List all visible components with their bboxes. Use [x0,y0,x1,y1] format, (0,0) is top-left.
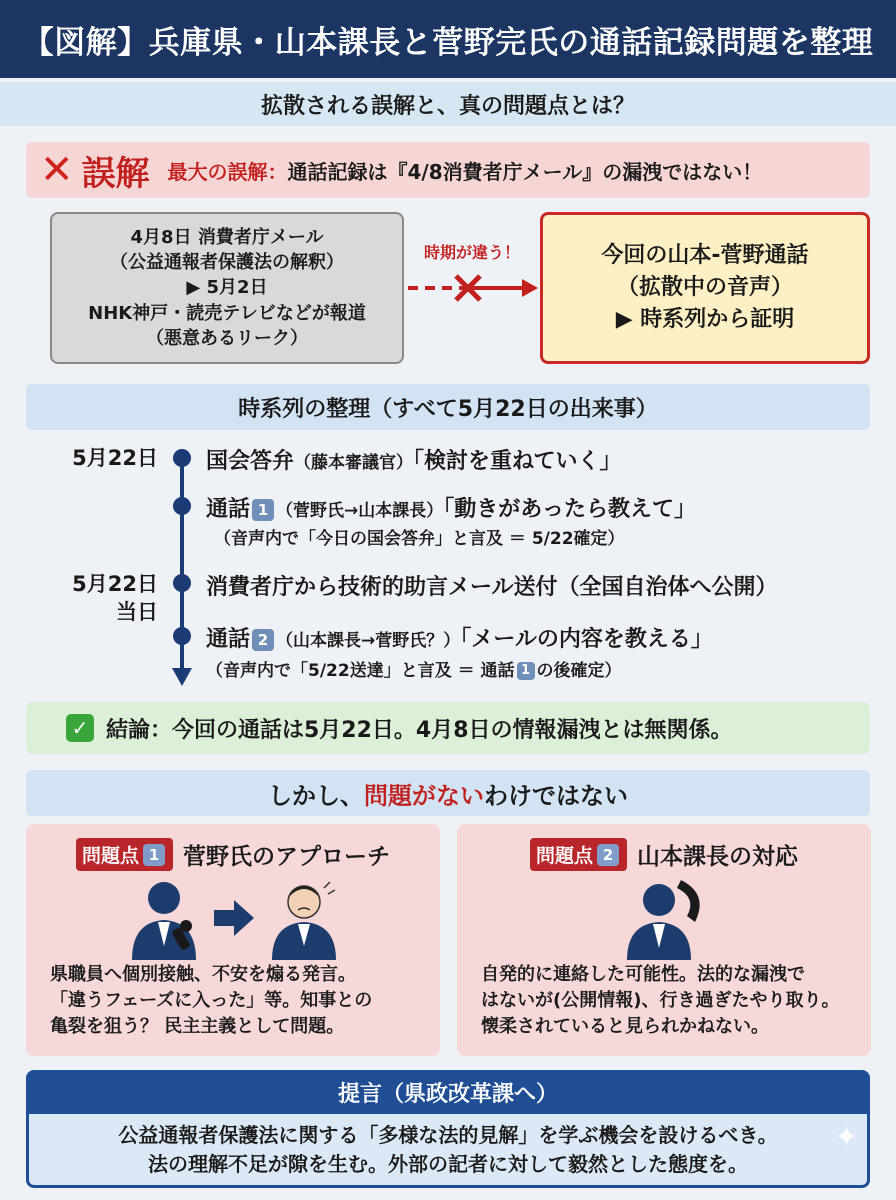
period-differs-label: 時期が違う！ [423,243,520,262]
timeline-dot-1 [173,449,191,467]
diet-answer-title: 国会答弁 [206,449,295,474]
proposal-heading: 提言（県政改革課へ） [26,1070,870,1114]
issue-1-body [50,962,426,1040]
call-2-note-b: の後確定） [536,661,622,681]
issue-1-heading [26,838,440,871]
call-1-parties: （菅野氏→山本課長） [276,501,444,521]
arrow-right-icon [214,900,254,936]
timeline-arrow-icon [172,668,192,686]
timeline-dot-3 [173,574,191,592]
however-pre: しかし、 [268,781,364,810]
conclusion-banner [26,702,870,754]
issue-1-title: 菅野氏のアプローチ [183,844,390,870]
issue-1-line1: 県職員へ個別接触、不安を煽る発言。 [50,964,356,985]
april-mail-line5: （悪意あるリーク） [146,327,308,349]
timeline-item-diet-answer [206,444,621,475]
timeline-header: 時系列の整理（すべて5月22日の出来事） [26,384,870,430]
check-icon: ✓ [66,714,94,742]
phone-person-icon [627,880,700,960]
issue-2-line3: 懐柔されていると見られかねない。 [481,1016,769,1038]
call-1-quote: 「動きがあったら教えて」 [443,497,697,522]
timeline-date-1: 5月22日 [72,446,158,470]
page-title: 【図解】兵庫県・山本課長と菅野完氏の通話記録問題を整理 [0,0,896,78]
issue-2-tag [530,838,627,871]
sparkle-icon: ✦ [834,1120,860,1155]
timeline-dot-2 [173,497,191,515]
issue-1-illustration [122,876,352,962]
misconception-emphasis: 最大の誤解： [167,159,288,184]
timeline-date-2 [58,570,158,627]
april-mail-line1: 4月8日 消費者庁メール [130,227,324,249]
call-2-note-a: （音声内で「5/22送達」と言及 ＝ 通話 [206,661,515,681]
misconception-label: 誤解 [81,153,150,194]
subtitle-band: 拡散される誤解と、真の問題点とは？ [0,82,896,126]
timeline-dot-4 [173,627,191,645]
timeline-date-2-day: 5月22日 [72,572,158,596]
issue-card-1 [26,824,440,1056]
however-emphasis: 問題がない [364,781,484,810]
april-mail-line3: ▶ 5月2日 [186,277,268,299]
proposal-body [26,1114,870,1188]
arrow-head-icon [522,279,538,297]
timeline-axis [160,446,204,692]
diet-answer-quote: 「検討を重ねていく」 [413,449,622,474]
issue-1-number-badge: 1 [143,844,165,866]
issue-1-tag-label: 問題点 [81,845,139,867]
issue-2-number-badge: 2 [597,844,619,866]
call-2-parties: （山本課長→菅野氏？） [276,631,461,651]
call-2-title: 通話 [206,627,251,652]
april-mail-line4: NHK神戸・読売テレビなどが報道 [88,302,366,324]
issue-2-title: 山本課長の対応 [637,844,798,870]
however-post: わけではない [484,781,628,810]
diet-answer-speaker: （藤本審議官） [294,453,414,473]
issue-card-2 [457,824,871,1056]
however-band [26,770,870,816]
current-call-box [540,212,870,364]
timeline-item-mail-sent: 消費者庁から技術的助言メール送付（全国自治体へ公開） [206,575,778,600]
issue-1-line3: 亀裂を狙う？ 民主主義として問題。 [50,1016,345,1038]
april-mail-line2: （公益通報者保護法の解釈） [110,252,344,274]
issue-2-body [481,962,857,1040]
reporter-icon [132,882,196,960]
proposal-line2: 法の理解不足が隙を生む。外部の記者に対して毅然とした態度を。 [148,1151,748,1176]
x-mark-icon: ✕ [40,147,74,193]
timeline-item-call-1 [206,492,696,523]
misconception-banner [26,142,870,198]
timeline-item-call-2 [206,622,713,653]
issue-2-illustration [617,876,717,962]
proposal-line1: 公益通報者保護法に関する「多様な法的見解」を学ぶ機会を設けるべき。 [118,1122,778,1147]
april-mail-box [50,212,404,364]
issue-1-tag [76,838,173,871]
conclusion-text: 結論：今回の通話は5月22日。4月8日の情報漏洩とは無関係。 [106,717,733,743]
misconception-text: 通話記録は『4/8消費者庁メール』の漏洩ではない！ [287,159,763,184]
timeline-date-2-note: 当日 [116,600,158,625]
call-2-quote: 「メールの内容を教える」 [460,627,713,652]
current-call-line3: ▶ 時系列から証明 [615,306,795,332]
issue-2-heading [457,838,871,871]
worried-person-icon [272,882,336,960]
call-1-title: 通話 [206,497,251,522]
issue-2-tag-label: 問題点 [535,845,593,867]
crossed-arrow [404,270,540,310]
current-call-line1: 今回の山本-菅野通話 [601,243,809,269]
issue-2-line2: はないが(公開情報)、行き過ぎたやり取り。 [481,990,840,1012]
current-call-line2: （拡散中の音声） [616,275,793,301]
call-1-note: （音声内で「今日の国会答弁」と言及 ＝ 5/22確定） [214,529,625,549]
call-2-number-badge: 2 [252,629,274,651]
call-1-number-badge: 1 [252,499,274,521]
issue-2-line1: 自発的に連絡した可能性。法的な漏洩で [481,964,805,985]
call-2-note-badge: 1 [517,662,535,680]
call-2-note [206,656,622,681]
issue-1-line2: 「違うフェーズに入った」等。知事との [50,990,373,1012]
